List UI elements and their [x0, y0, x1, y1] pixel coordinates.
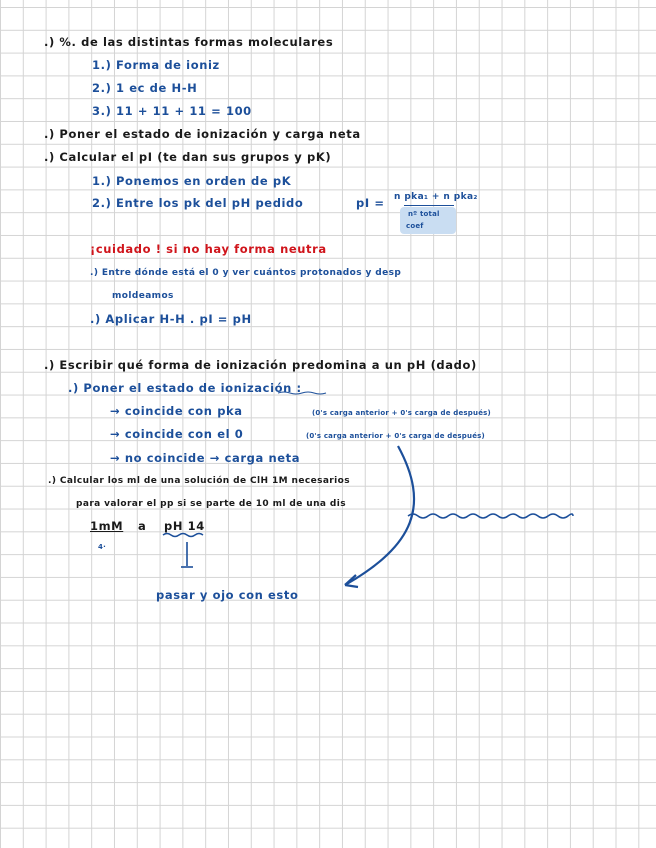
note-pasar-ojo: pasar y ojo con esto	[156, 588, 299, 602]
step-entre-pk: 2.) Entre los pk del pH pedido	[92, 196, 304, 210]
wavy-underline-dis	[408, 514, 573, 518]
case-no-coincide: → no coincide → carga neta	[110, 451, 301, 465]
fraction-denominator-total: nº total	[408, 210, 440, 218]
problem-concentration: 1mM	[90, 519, 124, 533]
case-coincide-pka-note: (0's carga anterior + 0's carga de después)	[312, 409, 491, 417]
step-poner-estado-ionizacion: .) Poner el estado de ionización :	[68, 381, 302, 395]
heading-distintas-formas: .) %. de las distintas formas moleculares	[44, 35, 334, 49]
case-coincide-cero: → coincide con el 0	[110, 427, 244, 441]
problem-subnote: 4·	[98, 543, 106, 551]
fraction-numerator: n pka₁ + n pka₂	[394, 192, 478, 202]
step-orden-pk: 1.) Ponemos en orden de pK	[92, 174, 292, 188]
case-coincide-cero-note: (0's carga anterior + 0's carga de después)	[306, 432, 485, 440]
wavy-underline-ph	[163, 534, 203, 537]
step-suma-100: 3.) 11 + 11 + 11 = 100	[92, 104, 252, 118]
case-coincide-pka: → coincide con pka	[110, 404, 243, 418]
curved-arrow	[345, 446, 414, 585]
heading-escribir-forma: .) Escribir qué forma de ionización predomina a un pH (dado)	[44, 358, 477, 372]
fraction-denominator-coef: coef	[406, 222, 424, 230]
step-aplicar-hh: .) Aplicar H-H . pI = pH	[90, 312, 252, 326]
step-entre-donde-0: .) Entre dónde está el 0 y ver cuántos protonados y desp	[90, 268, 402, 278]
problem-line-2: para valorar el pp si se parte de 10 ml de una dis	[76, 499, 346, 509]
heading-poner-estado: .) Poner el estado de ionización y carga neta	[44, 127, 361, 141]
problem-ph: pH 14	[164, 519, 205, 533]
heading-calcular-ml: .) Calcular los ml de una solución de ClH 1M necesarios	[48, 476, 350, 486]
step-ec-hh: 2.) 1 ec de H-H	[92, 81, 198, 95]
step-moldeamos: moldeamos	[112, 291, 174, 301]
warning-no-forma-neutra: ¡cuidado ! si no hay forma neutra	[90, 242, 327, 256]
problem-a: a	[138, 519, 147, 533]
pi-equation-label: pI =	[356, 196, 385, 210]
underline-ionizacion	[278, 392, 326, 394]
step-forma-ioniz: 1.) Forma de ioniz	[92, 58, 220, 72]
heading-calcular-pi: .) Calcular el pI (te dan sus grupos y pK)	[44, 150, 332, 164]
